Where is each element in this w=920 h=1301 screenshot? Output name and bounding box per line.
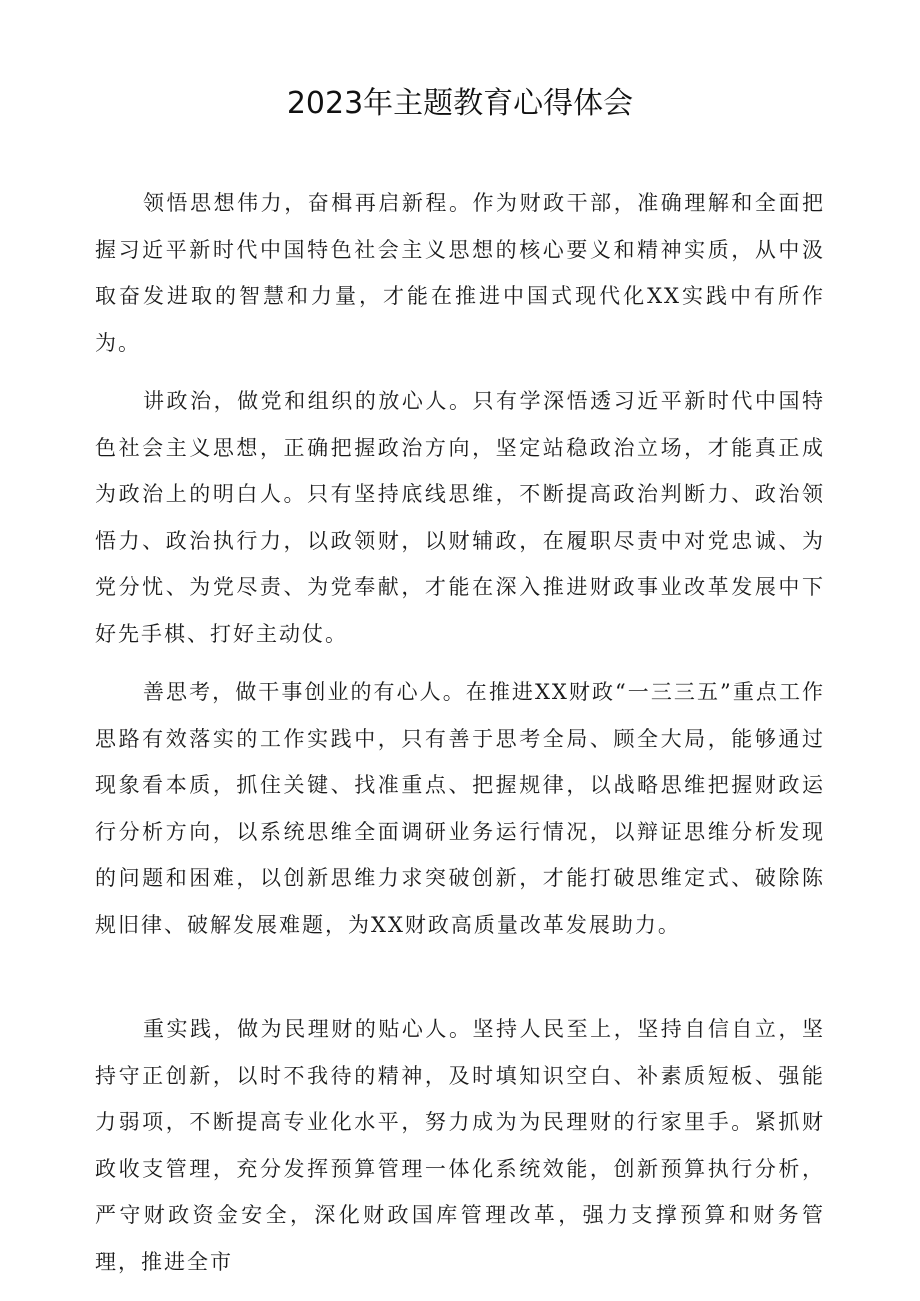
document-body [95, 180, 825, 1297]
document-title: 2023年主题教育心得体会 [286, 86, 634, 121]
paragraph-2: 讲政治，做党和组织的放心人。只有学深悟透习近平新时代中国特色社会主义思想，正确把握政治方向，坚定站稳政治立场，才能真正成为政治上的明白人。只有坚持底线思维，不断提高政治判断力、政治领悟力、政治执行力，以政领财，以财辅政，在履职尽责中对党忠诚、为党分忧、为党尽责、为党奉献，才能在深入推进财政事业改革发展中下好先手棋、打好主动仗。 [95, 389, 825, 646]
paragraph-4: 重实践，做为民理财的贴心人。坚持人民至上，坚持自信自立，坚持守正创新，以时不我待的精神，及时填知识空白、补素质短板、强能力弱项，不断提高专业化水平，努力成为为民理财的行家里手。紧抓财政收支管理，充分发挥预算管理一体化系统效能，创新预算执行分析，严守财政资金安全，深化财政国库管理改革，强力支撑预算和财务管理，推进全市 [95, 1017, 825, 1274]
paragraph-3: 善思考，做干事创业的有心人。在推进XX财政“一三三五”重点工作思路有效落实的工作实践中，只有善于思考全局、顾全大局，能够通过现象看本质，抓住关键、找准重点、把握规律，以战略思维把握财政运行分析方向，以系统思维全面调研业务运行情况，以辩证思维分析发现的问题和困难，以创新思维力求突破创新，才能打破思维定式、破除陈规旧律、破解发展难题，为XX财政高质量改革发展助力。 [95, 680, 825, 937]
paragraph-1: 领悟思想伟力，奋楫再启新程。作为财政干部，准确理解和全面把握习近平新时代中国特色社会主义思想的核心要义和精神实质，从中汲取奋发进取的智慧和力量，才能在推进中国式现代化XX实践中有所作为。 [95, 191, 825, 355]
